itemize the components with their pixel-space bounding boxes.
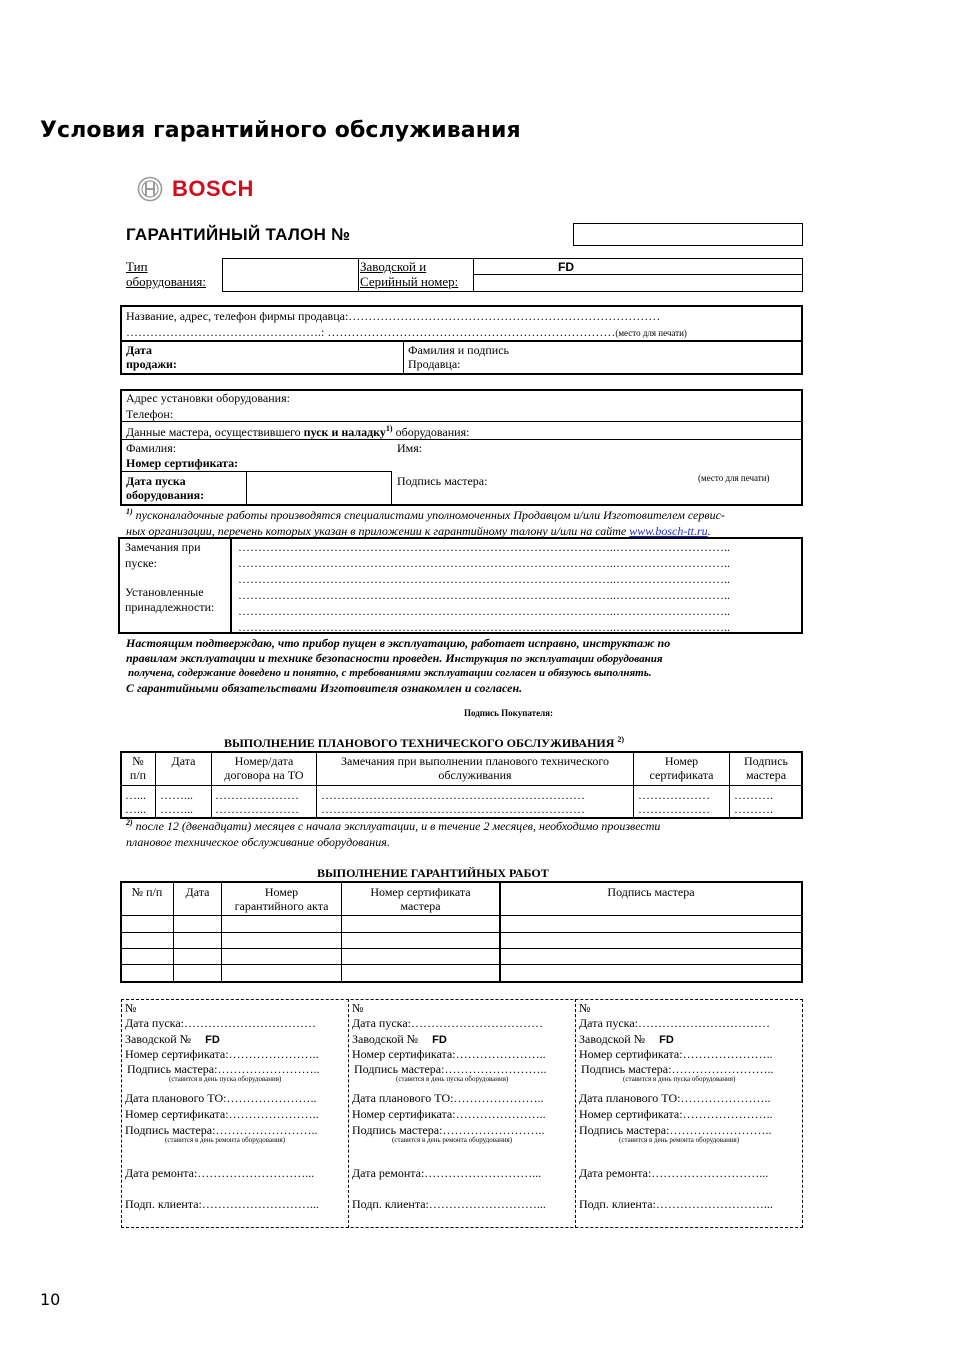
table-row[interactable]: ……... ……... <box>160 788 193 816</box>
works-header-signature: Подпись мастера <box>607 885 695 899</box>
footnote-1: $^{1)}$ пусконаладочные работы производятся специалистами уполномоченных Продавцом и/или Изготовителем сервис- ных организации, перечень которых указан в приложении к гарантийному талону и/или на сайте www.bosch-tt.ru. <box>126 507 725 538</box>
table-row[interactable]: ………. ………. <box>734 788 773 816</box>
remarks-lines[interactable]: …………………………………………………………………………………..……………………….. …………………………………………………………………………………..……………………….. …………………………………………………………………………………..……………………….. …………………………………………………………………………………..……………………….. …………………………………………………………………………………..……………………….. …………………………………………………………………………………..……………………….. <box>238 540 730 634</box>
start-remarks-label: Замечания при пуске: <box>125 540 201 570</box>
works-header-number: № п/п <box>131 885 163 899</box>
table-row[interactable]: ………………… ………………… <box>215 788 299 816</box>
seller-signature-label: Фамилия и подпись Продавца: <box>408 343 509 371</box>
bosch-armature-icon <box>137 176 163 202</box>
table-row[interactable]: ………………………………………………………… ………………………………………………………… <box>321 788 585 816</box>
install-address-label: Адрес установки оборудования: <box>126 391 290 405</box>
bosch-site-link[interactable]: www.bosch-tt.ru <box>629 524 708 538</box>
stamp-place-note: (место для печати) <box>698 473 770 483</box>
table-row[interactable]: …... …... <box>125 788 146 816</box>
brand-logo <box>137 176 254 202</box>
works-header-act: Номер гарантийного акта <box>234 885 329 913</box>
stub-2: № Дата пуска:…………………………… Заводской № FD Номер сертификата:………………….. Подпись мастера:…………………….. (ставится в день пуска оборудования) Дата планового ТО:………………….. Номер сертификата:………………….. Подпись мастера:…………………….. (ставится в день ремонта оборудования) Дата ремонта:………………………... Подп. клиента:………………………... <box>352 1001 547 1211</box>
master-data-label: Данные мастера, осуществившего пуск и наладку$^{1)}$ оборудования: <box>126 424 470 439</box>
warranty-works-title: ВЫПОЛНЕНИЕ ГАРАНТИЙНЫХ РАБОТ <box>317 866 549 880</box>
table-row[interactable]: ……………… ……………… <box>638 788 710 816</box>
maint-header-contract: Номер/дата договора на ТО <box>224 754 304 782</box>
works-header-certificate: Номер сертификата мастера <box>370 885 471 913</box>
surname-label: Фамилия: <box>126 441 177 455</box>
master-signature-label: Подпись мастера: <box>397 474 488 488</box>
serial-prefix: FD <box>558 260 574 274</box>
stub-1: № Дата пуска:…………………………… Заводской № FD Номер сертификата:………………….. Подпись мастера:…………………….. (ставится в день пуска оборудования) Дата планового ТО:………………….. Номер сертификата:………………….. Подпись мастера:…………………….. (ставится в день ремонта оборудования) Дата ремонта:………………………... Подп. клиента:………………………... <box>125 1001 320 1211</box>
maint-header-signature: Подпись мастера <box>743 754 789 782</box>
equipment-type-label: Тип оборудования: <box>126 259 206 289</box>
start-date-label: Дата пуска оборудования: <box>126 474 205 502</box>
page-number: 10 <box>40 1290 61 1309</box>
confirmation-text: Настоящим подтверждаю, что прибор пущен в эксплуатацию, работает исправно, инструктаж по правилам эксплуатации и технике безопасности проведен. Инструкция по эксплуатации оборудования получена, содержание доведено и понятно, с требованиями эксплуатации согласен и обязуюсь выполнять. С гарантийными обязательствами Изготовителя ознакомлен и согласен. <box>126 636 671 695</box>
name-label: Имя: <box>397 441 423 455</box>
seller-name-line2: ………………………………………….: ………………………………………………………………(место для печати) <box>126 325 687 339</box>
installation-block <box>120 389 803 506</box>
page-heading: Условия гарантийного обслуживания <box>40 118 521 143</box>
footnote-2: $^{2)}$ после 12 (двенадцати) месяцев с начала эксплуатации, и в течение 2 месяцев, необходимо произвести плановое техническое обслуживание оборудования. <box>126 818 661 849</box>
maint-header-number: № п/п <box>129 754 147 782</box>
maint-header-certificate: Номер сертификата <box>649 754 714 782</box>
maint-header-date: Дата <box>171 754 196 768</box>
stub-3: № Дата пуска:…………………………… Заводской № FD Номер сертификата:………………….. Подпись мастера:…………………….. (ставится в день пуска оборудования) Дата планового ТО:………………….. Номер сертификата:………………….. Подпись мастера:…………………….. (ставится в день ремонта оборудования) Дата ремонта:………………………... Подп. клиента:………………………... <box>579 1001 774 1211</box>
works-header-date: Дата <box>185 885 210 899</box>
buyer-signature-label: Подпись Покупателя: <box>464 708 554 718</box>
serial-number-field[interactable] <box>473 258 803 292</box>
accessories-label: Установленные принадлежности: <box>125 585 215 614</box>
brand-name: BOSCH <box>172 176 254 201</box>
maint-header-remarks: Замечания при выполнении планового технического обслуживания <box>341 754 609 782</box>
certificate-number-label: Номер сертификата: <box>126 456 239 470</box>
equipment-type-field[interactable] <box>222 258 359 292</box>
seller-name-label: Название, адрес, телефон фирмы продавца:…………………………………………………………………… <box>126 309 661 323</box>
coupon-title: ГАРАНТИЙНЫЙ ТАЛОН № <box>126 225 351 244</box>
sale-date-label: Дата продажи: <box>126 343 177 371</box>
install-phone-label: Телефон: <box>126 407 174 421</box>
maintenance-title: ВЫПОЛНЕНИЕ ПЛАНОВОГО ТЕХНИЧЕСКОГО ОБСЛУЖИВАНИЯ $^{2)}$ <box>224 735 625 750</box>
serial-number-label: Заводской и Серийный номер: <box>360 259 459 289</box>
coupon-number-field[interactable] <box>573 223 803 246</box>
